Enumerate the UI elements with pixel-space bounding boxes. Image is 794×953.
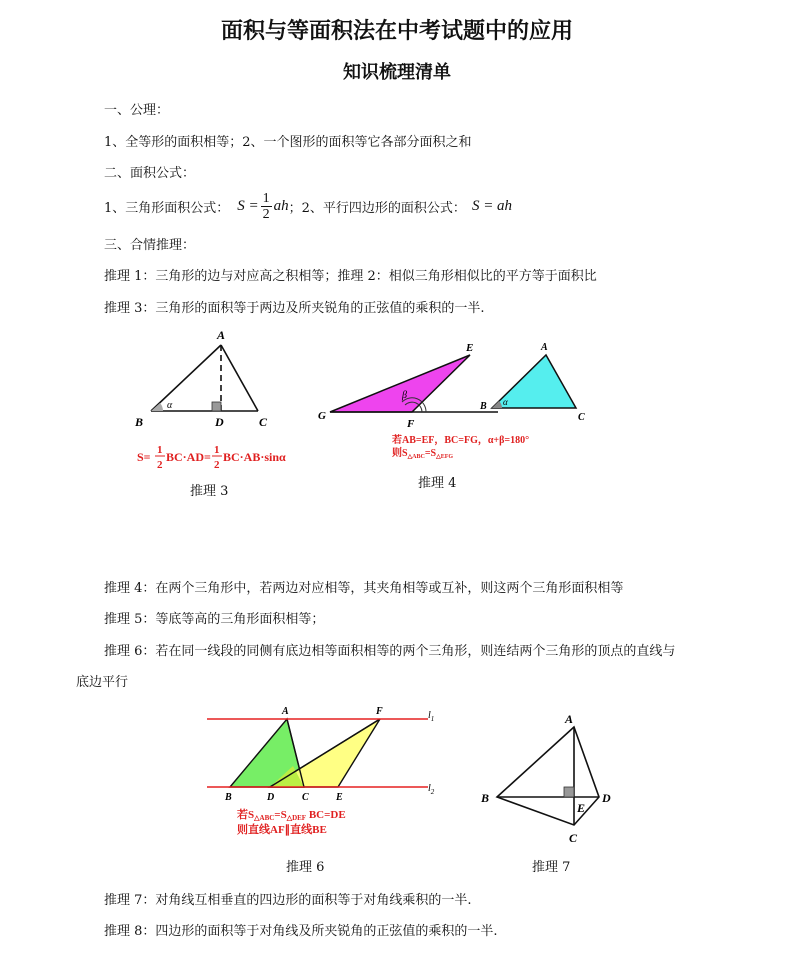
formula-1-rhs: ah [273, 197, 289, 214]
fig3-label-c: C [259, 415, 268, 429]
fig4-label-c: C [578, 412, 585, 423]
fig3-label-b: B [135, 415, 144, 429]
formula-1-fraction [261, 191, 272, 222]
fig6-label-b: B [225, 792, 232, 803]
fig4-label-e: E [466, 342, 474, 354]
fig7-label-c: C [569, 831, 578, 845]
reasoning-7: 推理 7：对角线互相垂直的四边形的面积等于对角线乘积的一半. [104, 893, 472, 908]
fig6-label-f: F [376, 706, 383, 717]
fig3-side-ac [221, 345, 258, 411]
fig4-note-1: 若AB=EF，BC=FG，α+β=180° [392, 435, 530, 446]
figure-3-triangle [125, 325, 310, 475]
fig6-note-1: 若S△ABC=S△DEF BC=DE [237, 809, 346, 822]
section-heading-formulas: 二、面积公式： [104, 166, 196, 181]
figure-3-caption: 推理 3 [190, 484, 229, 499]
fig3-label-a: A [217, 328, 226, 342]
figure-4-triangles [310, 335, 600, 470]
fig3-formula-mid: BC·AD= [166, 450, 211, 464]
fig3-formula-s: S= [137, 450, 151, 464]
fig3-formula-end: BC·AB·sinα [223, 450, 286, 464]
fig4-label-b: B [480, 401, 487, 412]
fig3-label-alpha: α [167, 400, 173, 411]
fig3-formula-num1: 1 [157, 444, 163, 456]
fig6-label-e: E [336, 792, 343, 803]
fig3-formula-den2: 2 [214, 459, 220, 471]
fig6-label-d: D [267, 792, 275, 803]
formula-line [104, 186, 512, 226]
fig4-triangle-efg [330, 355, 470, 412]
fig3-angle-alpha-mark [151, 403, 163, 411]
figure-4-caption: 推理 4 [418, 476, 457, 491]
figure-6-parallel-lines [200, 700, 450, 850]
fig4-label-a: A [541, 342, 548, 353]
formula-1-denominator: 2 [262, 206, 270, 222]
fig6-label-c: C [302, 792, 309, 803]
fig7-right-angle-mark [564, 787, 574, 797]
formula-1-lhs: S = [237, 197, 259, 214]
formula-2: S = ah [471, 197, 513, 214]
fig7-label-b: B [481, 791, 490, 805]
formula-1-numerator: 1 [262, 190, 270, 206]
fig3-formula-den1: 2 [157, 459, 163, 471]
fig3-formula-num2: 1 [214, 444, 220, 456]
reasoning-6-line2: 底边平行 [76, 675, 129, 690]
fig4-label-alpha: α [503, 397, 508, 407]
page-subtitle: 知识梳理清单 [343, 62, 451, 83]
page-title: 面积与等面积法在中考试题中的应用 [220, 18, 573, 44]
section-heading-reasoning: 三、合情推理： [104, 238, 196, 253]
reasoning-3: 推理 3：三角形的面积等于两边及所夹锐角的正弦值的乘积的一半. [104, 301, 485, 316]
fig3-right-angle-mark [212, 402, 221, 411]
fig4-note-2: 则$S_{\triangle ABC}=S_{\triangle EFG}$ [392, 448, 454, 460]
fig3-side-ab [151, 345, 221, 411]
fig7-label-d: D [602, 791, 611, 805]
reasoning-4: 推理 4：在两个三角形中，若两边对应相等，其夹角相等或互补，则这两个三角形面积相等 [104, 581, 624, 596]
figure-7-caption: 推理 7 [532, 860, 571, 875]
fig7-label-a: A [565, 712, 574, 726]
axioms-text: 1、全等形的面积相等；2、一个图形的面积等它各部分面积之和 [104, 135, 472, 150]
formula-mid-text: ；2、平行四边形的面积公式： [288, 200, 466, 216]
fig4-label-f: F [407, 418, 415, 430]
fig6-label-l1: $l_1$ [428, 710, 435, 723]
section-heading-axioms: 一、公理： [104, 103, 170, 118]
figure-7-quadrilateral [475, 705, 625, 850]
formula-prefix: 1、三角形面积公式： [104, 200, 230, 216]
figure-6-caption: 推理 6 [286, 860, 325, 875]
reasoning-5: 推理 5：等底等高的三角形面积相等； [104, 612, 325, 627]
fig7-label-e: E [577, 801, 586, 815]
fig6-label-a: A [282, 706, 289, 717]
fig6-note-2: 则直线AF∥直线BE [237, 824, 327, 836]
reasoning-1-2: 推理 1：三角形的边与对应高之积相等；推理 2：相似三角形相似比的平方等于面积比 [104, 269, 597, 284]
fig3-label-d: D [215, 415, 224, 429]
fig6-label-l2: $l_2$ [428, 783, 435, 796]
fig4-label-g: G [318, 410, 326, 422]
fig4-label-beta: β [402, 390, 407, 401]
reasoning-6-line1: 推理 6：若在同一线段的同侧有底边相等面积相等的两个三角形，则连结两个三角形的顶点的直线与 [104, 644, 676, 659]
reasoning-8: 推理 8：四边形的面积等于对角线及所夹锐角的正弦值的乘积的一半. [104, 924, 498, 939]
